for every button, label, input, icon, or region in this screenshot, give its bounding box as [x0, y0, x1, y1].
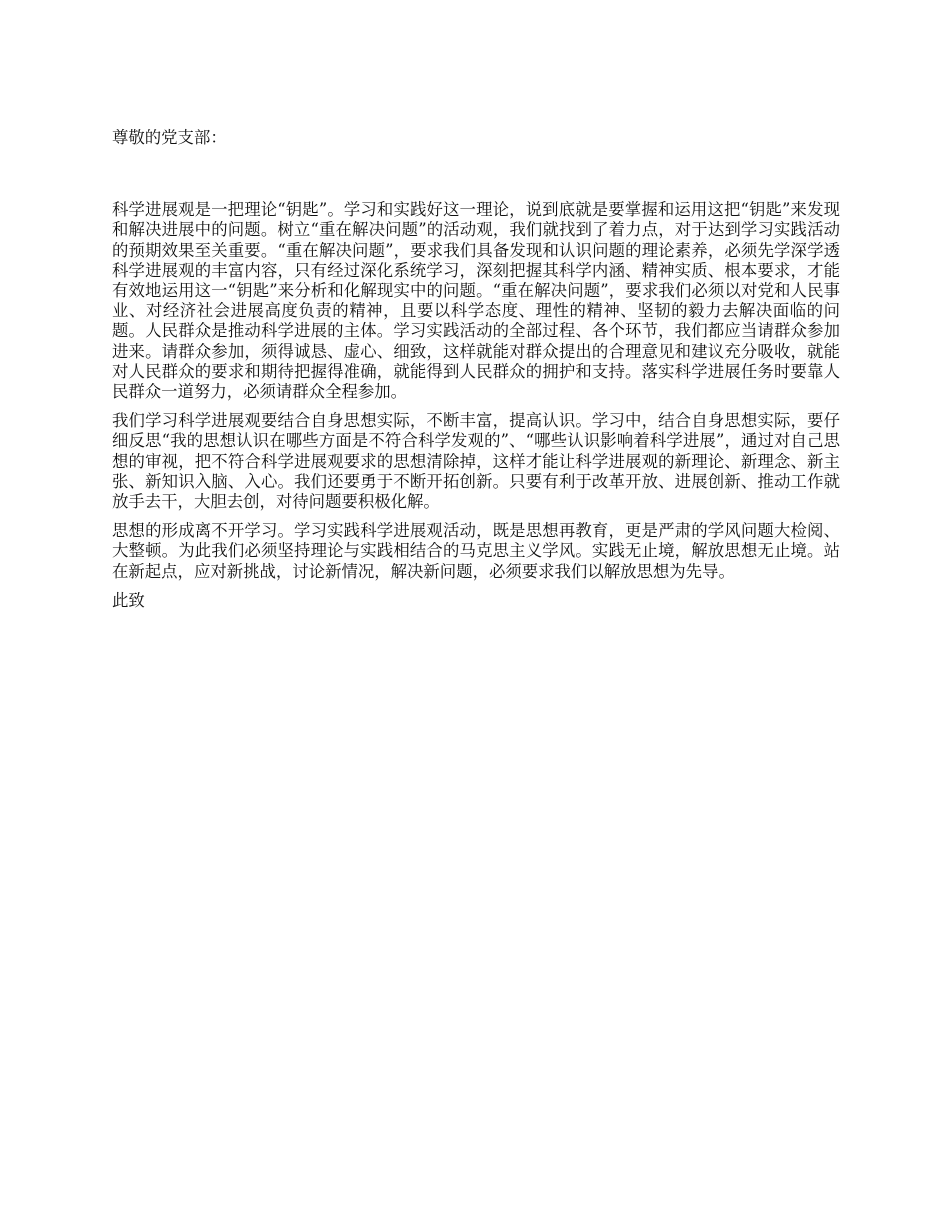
body-paragraph-1: 科学进展观是一把理论“钥匙”。学习和实践好这一理论，说到底就是要掌握和运用这把“钥匙”来发现和解决进展中的问题。树立“重在解决问题”的活动观，我们就找到了着力点，对于达到学习实践活动的预期效果至关重要。“重在解决问题”，要求我们具备发现和认识问题的理论素养，必须先学深学透科学进展观的丰富内容，只有经过深化系统学习，深刻把握其科学内涵、精神实质、根本要求，才能有效地运用这一“钥匙”来分析和化解现实中的问题。“重在解决问题”，要求我们必须以对党和人民事业、对经济社会进展高度负责的精神，且要以科学态度、理性的精神、坚韧的毅力去解决面临的问题。人民群众是推动科学进展的主体。学习实践活动的全部过程、各个环节，我们都应当请群众参加进来。请群众参加，须得诚恳、虚心、细致，这样就能对群众提出的合理意见和建议充分吸收，就能对人民群众的要求和期待把握得准确，就能得到人民群众的拥护和支持。落实科学进展任务时要靠人民群众一道努力，必须请群众全程参加。 — [112, 200, 840, 402]
body-paragraph-2: 我们学习科学进展观要结合自身思想实际，不断丰富，提高认识。学习中，结合自身思想实际，要仔细反思“我的思想认识在哪些方面是不符合科学发观的”、“哪些认识影响着科学进展”，通过对自己思想的审视，把不符合科学进展观要求的思想清除掉，这样才能让科学进展观的新理论、新理念、新主张、新知识入脑、入心。我们还要勇于不断开拓创新。只要有利于改革开放、进展创新、推动工作就放手去干，大胆去创，对待问题要积极化解。 — [112, 411, 840, 512]
letter-document — [112, 128, 840, 611]
closing: 此致 — [112, 590, 145, 610]
body-paragraph-3: 思想的形成离不开学习。学习实践科学进展观活动，既是思想再教育，更是严肃的学风问题大检阅、大整顿。为此我们必须坚持理论与实践相结合的马克思主义学风。实践无止境，解放思想无止境。站在新起点，应对新挑战，讨论新情况，解决新问题，必须要求我们以解放思想为先导。 — [112, 521, 840, 581]
salutation: 尊敬的党支部： — [112, 128, 227, 147]
